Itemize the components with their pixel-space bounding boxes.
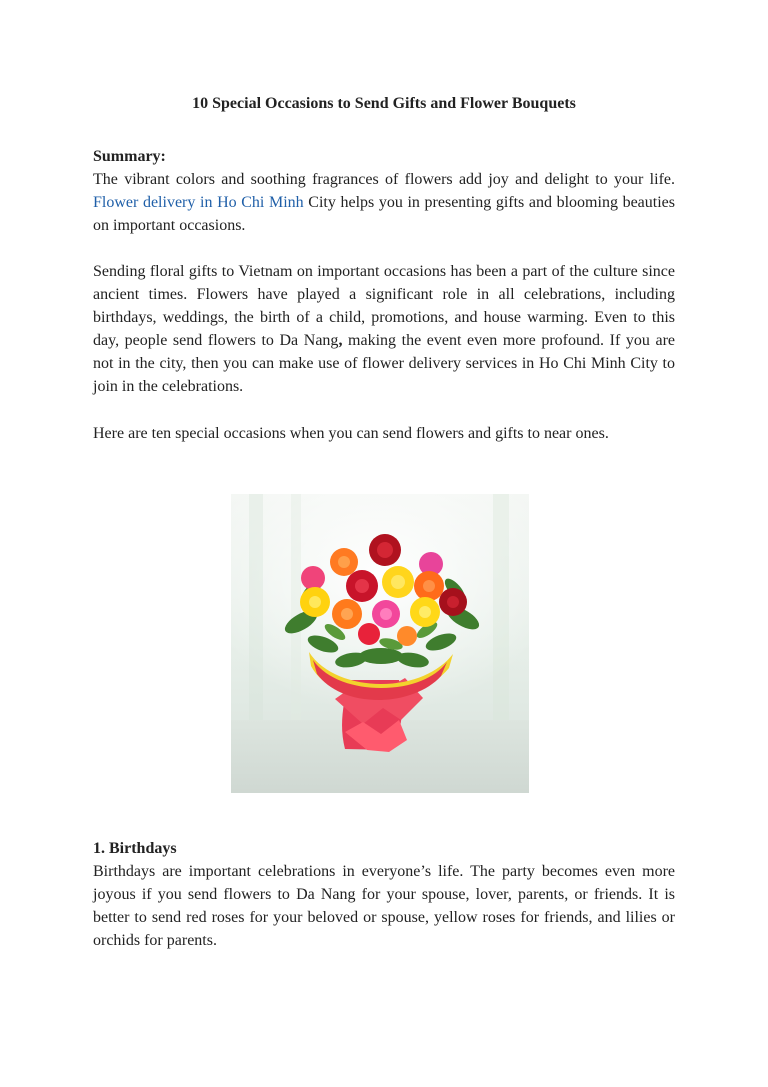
intro-bold-comma: , <box>338 332 343 349</box>
birthdays-section <box>93 837 675 952</box>
bouquet-photo <box>231 494 529 793</box>
bouquet-illustration <box>231 494 529 793</box>
intro-text-start: Sending floral gifts to Vietnam on important occasions has been a part of the culture since ancient times. Flowers have played a significant role in all celebrations, including birthdays, weddings, the birth of a child, promotions, and house warming. Even to this day, people send flowers to Da Nang <box>93 263 675 349</box>
intro-section <box>93 260 675 398</box>
summary-heading: Summary: <box>93 148 166 165</box>
occasions-lead-section <box>93 422 675 445</box>
summary-text-start: The vibrant colors and soothing fragrances of flowers add joy and delight to your life. <box>93 171 675 188</box>
birthdays-heading: 1. Birthdays <box>93 840 177 857</box>
summary-paragraph <box>93 168 675 237</box>
intro-paragraph <box>93 260 675 398</box>
birthdays-paragraph: Birthdays are important celebrations in everyone’s life. The party becomes even more joyous if you send flowers to Da Nang for your spouse, lover, parents, or friends. It is better to send red roses for your beloved or spouse, yellow roses for friends, and lilies or orchids for parents. <box>93 863 675 949</box>
occasions-lead-paragraph: Here are ten special occasions when you can send flowers and gifts to near ones. <box>93 425 609 442</box>
summary-section <box>93 145 675 237</box>
intro-text-end: making the event even more profound. If you are not in the city, then you can make use of flower delivery services in Ho Chi Minh City to join in the celebrations. <box>93 332 676 395</box>
document-title: 10 Special Occasions to Send Gifts and Flower Bouquets <box>192 95 576 112</box>
flower-delivery-link[interactable]: Flower delivery in Ho Chi Minh <box>93 194 304 211</box>
summary-text-end: City helps you in presenting gifts and blooming beauties on important occasions. <box>93 194 675 234</box>
